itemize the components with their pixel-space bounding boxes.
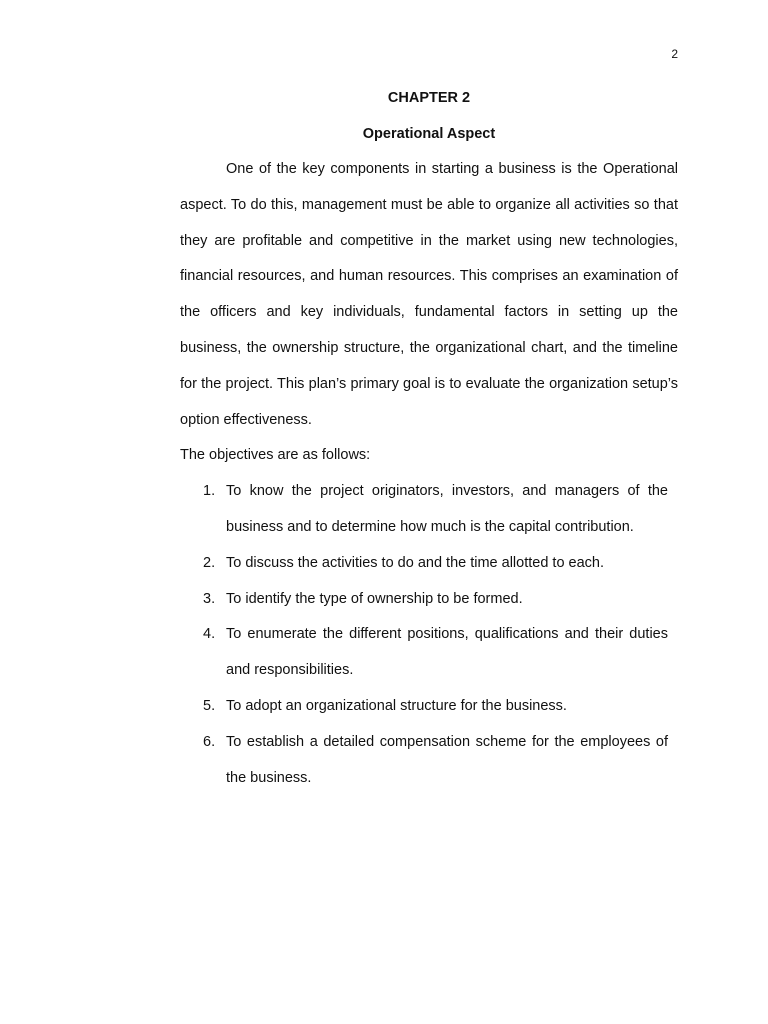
objective-item <box>180 725 668 797</box>
objective-item <box>180 474 668 546</box>
objective-item <box>180 546 668 582</box>
objective-number: 4. <box>203 626 216 643</box>
objective-text: To know the project originators, investors, and managers of the business and to determine how much is the capital contribution. <box>226 483 668 535</box>
section-heading: Operational Aspect <box>362 126 496 142</box>
objective-item <box>180 582 668 618</box>
objective-number: 5. <box>203 697 216 714</box>
objective-number: 2. <box>203 554 216 571</box>
body-text <box>180 152 678 796</box>
objective-item <box>180 689 668 725</box>
objective-item <box>180 617 668 689</box>
intro-paragraph: One of the key components in starting a business is the Operational aspect. To do this, management must be able to organize all activities so that they are profitable and competitive in the market using new technologies, financial resources, and human resources. This comprises an examination of the officers and key individuals, fundamental factors in setting up the business, the ownership structure, the organizational chart, and the timeline for the project. This plan’s primary goal is to evaluate the organization setup’s option effectiveness. <box>180 161 678 428</box>
objective-text: To discuss the activities to do and the time allotted to each. <box>226 554 605 571</box>
page-number: 2 <box>671 47 678 61</box>
objective-text: To identify the type of ownership to be formed. <box>226 590 523 607</box>
objective-number: 3. <box>203 590 216 607</box>
objectives-list <box>180 474 678 796</box>
objective-text: To enumerate the different positions, qualifications and their duties and responsibilities. <box>226 626 668 679</box>
objective-number: 1. <box>203 483 216 500</box>
chapter-heading: CHAPTER 2 <box>387 90 471 106</box>
objective-text: To adopt an organizational structure for the business. <box>226 697 567 714</box>
objective-number: 6. <box>203 733 216 750</box>
objectives-intro: The objectives are as follows: <box>180 447 371 464</box>
objective-text: To establish a detailed compensation scheme for the employees of the business. <box>226 733 668 786</box>
